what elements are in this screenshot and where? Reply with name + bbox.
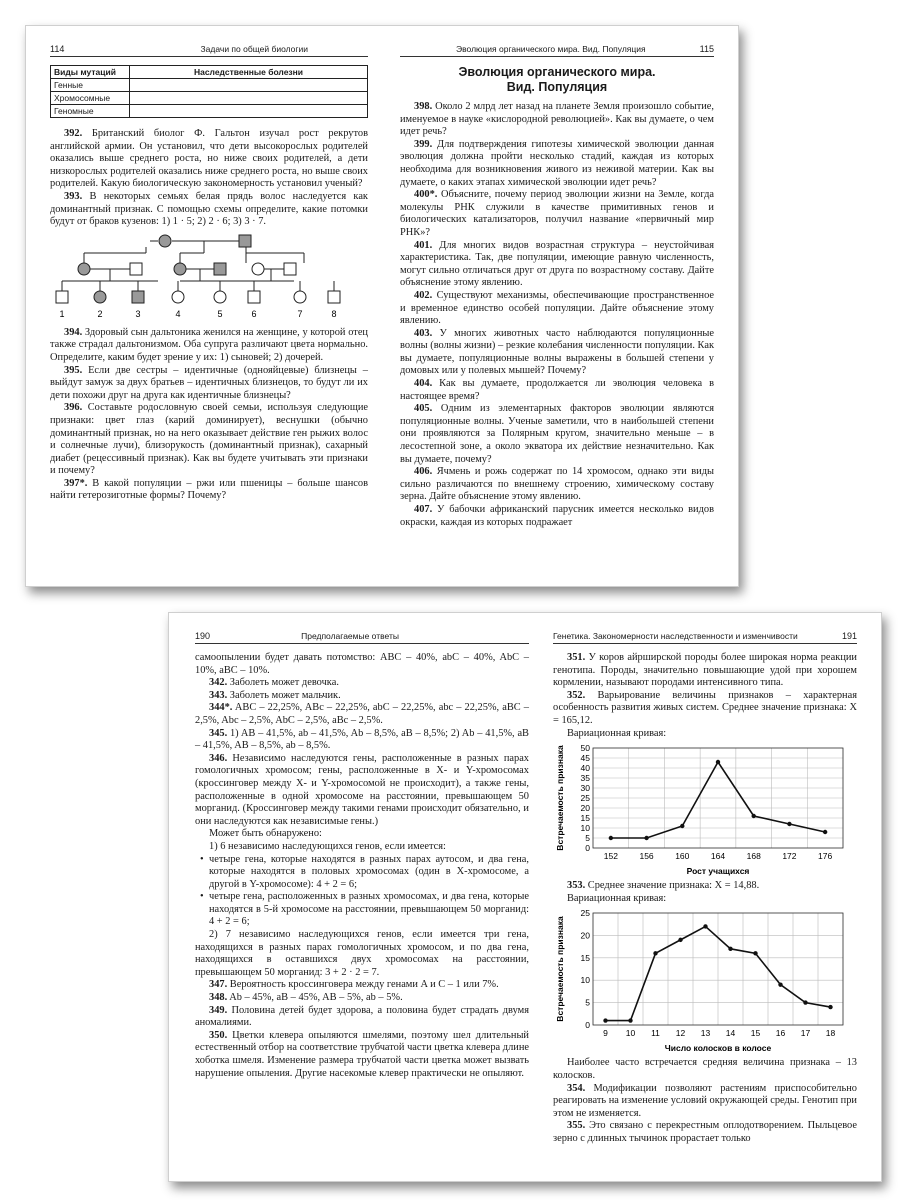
- problem-number: 402.: [414, 289, 433, 301]
- paragraph-text: Около 2 млрд лет назад на планете Земля произошло событие, именуемое в науке «кислородной революцией». Как вы думаете, о чем идет речь?: [400, 101, 714, 138]
- paragraph-text: Варьирование величины признаков – характерная особенность развития живых систем. Среднее значение признака: X = 165,12.: [553, 689, 857, 726]
- paragraph: [50, 327, 368, 365]
- paragraph: [553, 893, 857, 906]
- pedigree-label: 4: [175, 308, 181, 319]
- paragraph: [50, 402, 368, 478]
- paragraph-text: Как вы думаете, продолжается ли эволюция человека в настоящее время?: [400, 378, 714, 402]
- paragraph: [195, 728, 529, 753]
- paragraph-text: Заболеть может мальчик.: [227, 689, 341, 701]
- pedigree-label: 8: [331, 308, 337, 319]
- problem-number: 346.: [209, 752, 228, 764]
- problem-number: 393.: [64, 190, 83, 202]
- data-point: [716, 760, 720, 764]
- paragraph: [195, 690, 529, 703]
- paragraph: [195, 929, 529, 979]
- paragraph: [553, 1120, 857, 1145]
- problem-number: 395.: [64, 364, 83, 376]
- male-affected-symbol: [239, 235, 251, 247]
- list-item: • четыре гена, расположенных в разных хромосомах, и два гена, которые находятся в 5-й хромосоме на расстоянии, превышающем 50 морганид: 4 + 2 = 6;: [209, 891, 529, 929]
- table-cell: Геномные: [51, 105, 130, 118]
- table-header: Виды мутаций: [51, 66, 130, 79]
- x-tick-label: 16: [775, 1028, 786, 1039]
- data-point: [678, 938, 682, 942]
- x-tick-label: 11: [651, 1028, 660, 1039]
- y-tick-label: 40: [580, 763, 590, 774]
- x-tick-label: 172: [782, 851, 797, 862]
- pedigree-label: 7: [297, 308, 303, 319]
- running-head: [195, 631, 529, 644]
- paragraph: [195, 979, 529, 992]
- paragraph: [553, 690, 857, 728]
- running-head: [400, 44, 714, 57]
- y-tick-label: 5: [585, 997, 590, 1008]
- data-point: [703, 925, 707, 929]
- answers-text: [553, 880, 857, 905]
- paragraph-text: Ячмень и рожь содержат по 14 хромосом, однако эти виды сильно различаются по внешнему строению, химическому составу зерна. Дайте объяснение этому явлению.: [400, 466, 714, 503]
- paragraph: [400, 403, 714, 466]
- running-head-title: Задачи по общей биологии: [200, 44, 308, 54]
- answers-text: [553, 652, 857, 740]
- problems-text: [400, 101, 714, 529]
- problem-number: 392.: [64, 128, 83, 139]
- paragraph-text: Половина детей будет здорова, а половина будет страдать двумя аномалиями.: [195, 1004, 529, 1029]
- pedigree-diagram: [50, 231, 350, 323]
- pedigree-label: 2: [97, 308, 103, 319]
- x-tick-label: 12: [675, 1028, 686, 1039]
- y-tick-label: 25: [580, 908, 590, 919]
- paragraph-text: Среднее значение признака: X = 14,88.: [585, 880, 760, 892]
- x-tick-label: 13: [700, 1028, 711, 1039]
- paragraph: [195, 702, 529, 727]
- y-tick-label: 0: [585, 1020, 590, 1031]
- paragraph: [195, 677, 529, 690]
- paragraph-text: Если две сестры – идентичные (однояйцевые) близнецы – выйдут замуж за двух братьев – идентичных близнецов, то будут ли их дети похожи друг на друга как идентичные близнецы?: [50, 364, 368, 401]
- paragraph-text: Заболеть может девочка.: [227, 677, 339, 689]
- paragraph-text: Для подтверждения гипотезы химической эволюции данная эволюция должна пройти несколько стадий, каждая из которых необходима для возникновения живого из неживой материи. Как вы думаете, о каких этапах химической эволюции идет речь?: [400, 138, 714, 188]
- x-tick-label: 156: [639, 851, 654, 862]
- problem-number: 342.: [209, 677, 228, 689]
- answers-text: [195, 652, 529, 854]
- female-affected-symbol: [159, 235, 171, 247]
- paragraph: [400, 240, 714, 290]
- series-line: [611, 762, 825, 838]
- paragraph-text: Наиболее часто встречается средняя величина признака – 13 колосков.: [553, 1057, 857, 1081]
- problem-number: 404.: [414, 378, 433, 390]
- paragraph: [400, 189, 714, 239]
- problem-number: 355.: [567, 1120, 586, 1132]
- running-head-title: Предполагаемые ответы: [301, 631, 399, 641]
- running-head-title: Эволюция органического мира. Вид. Популяция: [456, 44, 646, 54]
- paragraph: [400, 378, 714, 403]
- paragraph: [400, 101, 714, 139]
- answers-text: [553, 1057, 857, 1145]
- data-point: [752, 814, 756, 818]
- paragraph-text: В какой популяции – ржи или пшеницы – больше шансов найти гетерозиготные формы? Почему?: [50, 477, 368, 502]
- y-axis-label: Встречаемость признака: [555, 745, 565, 851]
- paragraph: [195, 1030, 529, 1080]
- paragraph-text: Британский биолог Ф. Гальтон изучал рост рекрутов английской армии. Он установил, что дети высокорослых родителей оказались выше среднего роста, но ниже своих родителей, а дети низкорослых родителей оказались ниже среднего роста, но выше своих родителей. Какую биологическую закономерность установил ученый?: [50, 128, 368, 190]
- problem-number: 401.: [414, 239, 433, 251]
- paragraph: [553, 728, 857, 741]
- data-point: [628, 1019, 632, 1023]
- y-tick-label: 45: [580, 753, 590, 764]
- paragraph: [400, 466, 714, 504]
- problem-number: 400*.: [414, 189, 438, 201]
- x-tick-label: 164: [710, 851, 726, 862]
- x-tick-label: 9: [603, 1028, 608, 1039]
- y-tick-label: 20: [580, 803, 590, 814]
- problem-number: 345.: [209, 727, 228, 739]
- problem-number: 348.: [209, 992, 228, 1004]
- list-item: • четыре гена, которые находятся в разных парах аутосом, и два гена, которые находятся в половых хромосомах (один в X-хромосоме, а другой в Y-хромосоме): 4 + 2 = 6;: [209, 854, 529, 892]
- paragraph-text: Может быть обнаружено:: [209, 828, 322, 840]
- problem-number: 350.: [209, 1029, 228, 1041]
- problem-number: 349.: [209, 1004, 228, 1016]
- data-point: [680, 824, 684, 828]
- y-tick-label: 15: [580, 953, 590, 964]
- table-header: Наследственные болезни: [130, 66, 368, 79]
- running-head-title: Генетика. Закономерности наследственности и изменчивости: [553, 631, 798, 641]
- paragraph-text: Цветки клевера опыляются шмелями, поэтому шел длительный естественный отбор на соответствие трубчатой части цветка клевера длине хоботка шмеля. Изменение размера трубчатой части цветка может вызвать нарушение опыления. Другие насекомые клевер практически не опыляют.: [195, 1029, 529, 1079]
- running-head: [553, 631, 857, 644]
- chapter-title: Эволюция органического мира. Вид. Популяция: [458, 65, 656, 94]
- data-point: [644, 836, 648, 840]
- variation-curve-chart-spikelets: [553, 907, 853, 1055]
- x-axis-label: Число колосков в колосе: [664, 1043, 772, 1054]
- problem-number: 407.: [414, 504, 433, 515]
- page-115: [382, 26, 738, 586]
- x-tick-label: 168: [746, 851, 761, 862]
- data-point: [753, 951, 757, 955]
- pedigree-label: 6: [251, 308, 257, 319]
- y-tick-label: 30: [580, 783, 590, 794]
- y-axis-label: Встречаемость признака: [555, 916, 565, 1023]
- problem-number: 406.: [414, 466, 433, 478]
- paragraph: [50, 478, 368, 503]
- paragraph: [400, 290, 714, 328]
- problem-number: 405.: [414, 403, 433, 415]
- y-tick-label: 25: [580, 793, 590, 804]
- paragraph-text: Объясните, почему период эволюции жизни на Земле, когда молекулы РНК служили в качестве примитивных генов и биологических катализаторов, получил название «первичный мир РНК»?: [400, 189, 714, 238]
- table-cell: Хромосомные: [51, 92, 130, 105]
- y-tick-label: 15: [580, 813, 590, 824]
- page-number: 115: [699, 44, 714, 54]
- paragraph: [50, 128, 368, 191]
- problem-number: 351.: [567, 652, 586, 663]
- page-number: 191: [841, 631, 857, 641]
- data-point: [609, 836, 613, 840]
- problem-number: 397*.: [64, 477, 88, 489]
- y-tick-label: 0: [585, 843, 590, 854]
- paragraph: [400, 504, 714, 529]
- pedigree-label: 5: [217, 308, 223, 319]
- problems-text: [50, 128, 368, 229]
- paragraph: [195, 652, 529, 677]
- data-point: [603, 1019, 607, 1023]
- table-cell: Генные: [51, 79, 130, 92]
- paragraph-text: ABC – 22,25%, ABc – 22,25%, abC – 22,25%, abc – 22,25%, aBC – 2,5%, Abc – 2,5%, AbC – 2,5%, aBc – 2,5%.: [195, 702, 529, 726]
- y-tick-label: 50: [580, 743, 590, 754]
- paragraph-text: У многих животных часто наблюдаются популяционные волны (волны жизни) – резкие колебания численности популяции. Как вы думаете, популяционные волны выражены в большей степени у домовых или у полевых мышей? Почему?: [400, 327, 714, 377]
- paragraph-text: 2) 7 независимо наследующихся генов, если имеется три гена, находящихся в разных парах гомологичных хромосом, и по два гена, находящихся в оставшихся двух хромосомах на расстоянии, превышающем 50 морганид: 3 + 2 · 2 = 7.: [195, 929, 529, 978]
- y-tick-label: 35: [580, 773, 590, 784]
- pedigree-label: 1: [59, 308, 65, 319]
- x-tick-label: 152: [603, 851, 618, 862]
- x-tick-label: 10: [625, 1028, 636, 1039]
- bullet-list: [195, 854, 529, 930]
- paragraph-text: Модификации позволяют растениям приспособительно реагировать на изменение условий окружающей среды. Генотип при этом не изменяется.: [553, 1082, 857, 1119]
- paragraph-text: В некоторых семьях белая прядь волос наследуется как доминантный признак. С помощью схемы определите, какие потомки будут от браков кузенов: 1) 1 · 5; 2) 2 · 6; 3) 3 · 7.: [50, 190, 368, 228]
- problem-number: 403.: [414, 327, 433, 339]
- data-point: [828, 1005, 832, 1009]
- y-tick-label: 10: [580, 823, 590, 834]
- paragraph-text: 1) 6 независимо наследующихся генов, если имеется:: [209, 840, 446, 852]
- page-190: [169, 613, 539, 1181]
- paragraph: [553, 1057, 857, 1082]
- page-number: 190: [195, 631, 211, 641]
- paragraph-text: Составьте родословную своей семьи, используя следующие признаки: цвет глаз (карий доминирует), веснушки (обычно доминантный признак, но на него оказывает действие ген рыжих волос и солнечные лучи), близорукость (доминантный признак), сахарный диабет (рецессивный признак). Как вы будете учитывать эти признаки и почему?: [50, 402, 368, 477]
- paragraph-text: У коров айрширской породы более широкая норма реакции генотипа. Породы, значительно повышающие удой при хорошем кормлении, называют породами интенсивного типа.: [553, 652, 857, 689]
- x-tick-label: 15: [750, 1028, 761, 1039]
- variation-curve-chart-height: [553, 742, 853, 878]
- problem-number: 353.: [567, 880, 586, 892]
- paragraph: [195, 841, 529, 854]
- problem-number: 394.: [64, 326, 83, 338]
- data-point: [803, 1001, 807, 1005]
- paragraph-text: Здоровый сын дальтоника женился на женщине, у которой отец также страдал дальтонизмом. Оба супруга различают цвета нормально. Определите, каким будет зрение у их: 1) сыновей; 2) дочерей.: [50, 326, 368, 363]
- paragraph: [195, 992, 529, 1005]
- x-axis-label: Рост учащихся: [686, 866, 750, 877]
- paragraph: [195, 828, 529, 841]
- paragraph: [553, 1083, 857, 1121]
- paragraph-text: Независимо наследуются гены, расположенные в разных парах гомологичных хромосом; гены, расположенные в X- и Y-хромосомах (кроссинговер между X- и Y-хромосомой не происходит), а также гены, расположенные в одной хромосоме на расстоянии, превышающем 50 морганид. (Кроссинговер между такими генами происходит обязательно, и они наследуются как независимые гены.): [195, 752, 529, 827]
- x-tick-label: 176: [818, 851, 833, 862]
- y-tick-label: 5: [585, 833, 590, 844]
- problem-number: 398.: [414, 101, 433, 112]
- paragraph-text: Вариационная кривая:: [567, 892, 667, 904]
- paragraph: [195, 753, 529, 829]
- book-spread-bottom: [168, 612, 882, 1182]
- paragraph: [553, 880, 857, 893]
- answers-bullets: [195, 854, 529, 930]
- mutations-table: [50, 65, 368, 118]
- x-tick-label: 17: [800, 1028, 811, 1039]
- paragraph-text: Для многих видов возрастная структура – неустойчивая характеристика. Так, две популяции, имеющие равную численность, могут сильно отличаться друг от друга по возрастному составу. Дайте объяснение этому явлению.: [400, 239, 714, 289]
- paragraph: [50, 191, 368, 229]
- paragraph-text: Ab – 45%, aB – 45%, AB – 5%, ab – 5%.: [227, 992, 403, 1004]
- paragraph-text: Это связано с перекрестным оплодотворением. Пыльцевое зерно с длинных тычинок прорастает только: [553, 1120, 857, 1144]
- paragraph: [50, 365, 368, 403]
- paragraph-text: У бабочки африканский парусник имеется несколько видов окраски, каждая из которых подражает: [400, 504, 714, 528]
- problem-number: 354.: [567, 1082, 586, 1094]
- paragraph: [400, 328, 714, 378]
- problems-text: [50, 327, 368, 503]
- pedigree-label: 3: [135, 308, 141, 319]
- y-tick-label: 10: [580, 975, 590, 986]
- problem-number: 399.: [414, 138, 433, 150]
- paragraph-text: 1) AB – 41,5%, ab – 41,5%, Ab – 8,5%, aB – 8,5%; 2) Ab – 41,5%, aB – 41,5%, AB – 8,5%, ab – 8,5%.: [195, 727, 529, 752]
- paragraph: [400, 139, 714, 189]
- page-number: 114: [50, 44, 65, 54]
- paragraph-text: Одним из элементарных факторов эволюции являются популяционные волны. Ученые заметили, что в наибольшей степени они проявляются за Полярным кругом, значительно меньше – в лесостепной зоне, а около экватора их действие незначительно. Как вы думаете, почему?: [400, 403, 714, 465]
- problem-number: 396.: [64, 402, 83, 414]
- x-tick-label: 18: [825, 1028, 836, 1039]
- paragraph: [553, 652, 857, 690]
- page-191: [539, 613, 881, 1181]
- running-head: [50, 44, 368, 57]
- problem-number: 344*.: [209, 702, 233, 714]
- paragraph-text: Существуют механизмы, обеспечивающие пространственное и временное единство особей популяции. Дайте объяснение этому явлению.: [400, 289, 714, 327]
- problem-number: 343.: [209, 689, 228, 701]
- data-point: [778, 983, 782, 987]
- data-point: [728, 947, 732, 951]
- paragraph: [195, 1005, 529, 1030]
- data-point: [823, 830, 827, 834]
- answers-text: [195, 929, 529, 1080]
- data-point: [787, 822, 791, 826]
- problem-number: 347.: [209, 979, 228, 991]
- y-tick-label: 20: [580, 930, 590, 941]
- x-tick-label: 160: [675, 851, 690, 862]
- problem-number: 352.: [567, 689, 586, 701]
- paragraph-text: самоопылении будет давать потомство: ABC – 40%, abC – 40%, AbC – 10%, aBC – 10%.: [195, 652, 529, 676]
- paragraph-text: Вариационная кривая:: [567, 727, 667, 739]
- page-114: [26, 26, 382, 586]
- book-spread-top: [25, 25, 739, 587]
- data-point: [653, 951, 657, 955]
- paragraph-text: Вероятность кроссинговера между генами A и C – 1 или 7%.: [227, 979, 499, 991]
- x-tick-label: 14: [725, 1028, 736, 1039]
